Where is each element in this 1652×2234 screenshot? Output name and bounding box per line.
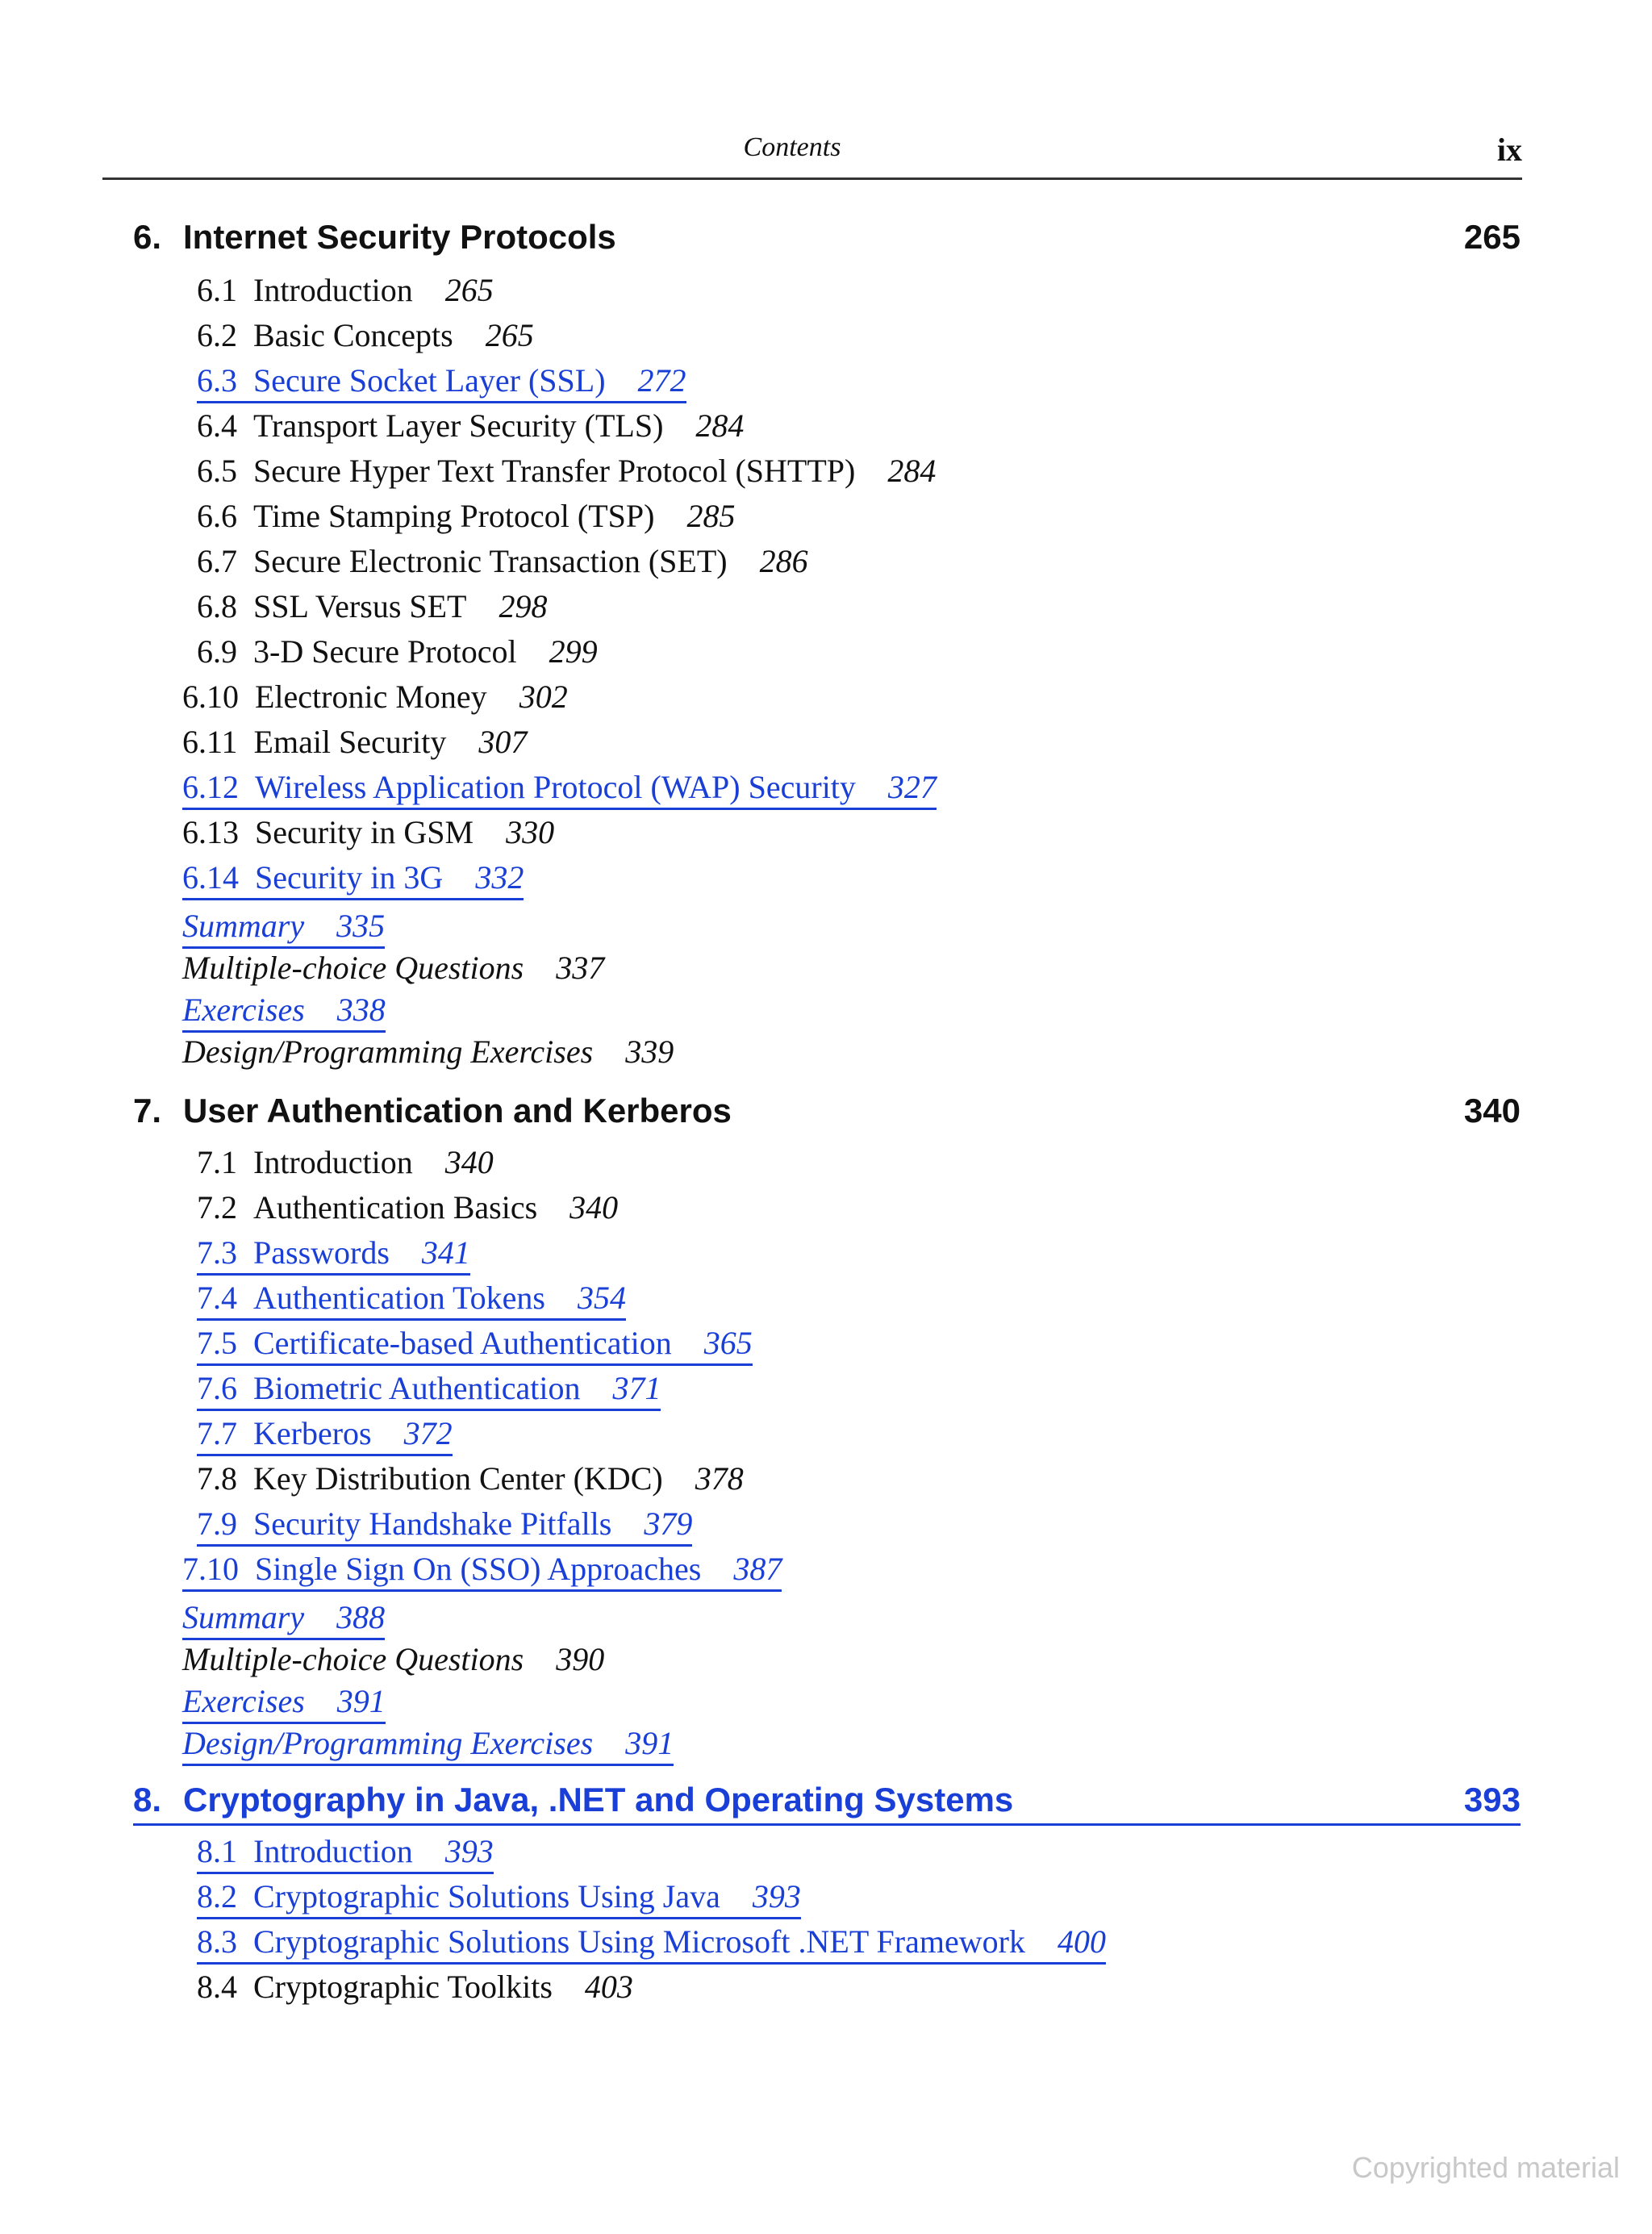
toc-entry bbox=[182, 812, 554, 853]
section-title: Cryptographic Solutions Using Java bbox=[253, 1878, 720, 1915]
section-title: Wireless Application Protocol (WAP) Security bbox=[255, 769, 856, 805]
section-page: 341 bbox=[421, 1234, 470, 1271]
extra-title: Exercises bbox=[182, 992, 305, 1028]
section-title: 3-D Secure Protocol bbox=[253, 633, 517, 670]
section-number: 8.4 bbox=[197, 1969, 237, 2005]
section-title: Passwords bbox=[253, 1234, 390, 1271]
section-number: 8.1 bbox=[197, 1833, 237, 1869]
section-number: 6.9 bbox=[197, 633, 237, 670]
chapter-title: User Authentication and Kerberos bbox=[183, 1092, 732, 1130]
section-page: 372 bbox=[403, 1415, 453, 1451]
section-page: 284 bbox=[887, 453, 937, 489]
toc-entry bbox=[197, 315, 534, 356]
section-page: 272 bbox=[637, 362, 686, 399]
extra-title: Summary bbox=[182, 908, 305, 944]
section-number: 8.2 bbox=[197, 1878, 237, 1915]
section-title: Basic Concepts bbox=[253, 317, 453, 353]
section-number: 7.5 bbox=[197, 1325, 237, 1361]
toc-entry[interactable] bbox=[197, 1233, 470, 1276]
toc-entry bbox=[197, 587, 548, 627]
toc-entry bbox=[182, 722, 527, 762]
section-number: 6.5 bbox=[197, 453, 237, 489]
section-title: SSL Versus SET bbox=[253, 588, 467, 624]
section-page: 285 bbox=[686, 498, 736, 534]
section-number: 6.4 bbox=[197, 407, 237, 444]
toc-extra-entry[interactable] bbox=[182, 1723, 674, 1766]
toc-entry[interactable] bbox=[197, 1278, 626, 1321]
section-title: Cryptographic Solutions Using Microsoft .NET Framework bbox=[253, 1923, 1025, 1960]
section-title: Electronic Money bbox=[255, 679, 487, 715]
section-title: Email Security bbox=[253, 724, 447, 760]
section-title: Introduction bbox=[253, 1833, 413, 1869]
toc-entry bbox=[197, 1459, 744, 1499]
section-number: 6.8 bbox=[197, 588, 237, 624]
toc-entry[interactable] bbox=[197, 361, 686, 403]
section-number: 8.3 bbox=[197, 1923, 237, 1960]
section-number: 6.11 bbox=[182, 724, 238, 760]
extra-page: 338 bbox=[336, 992, 386, 1028]
toc-extra-entry[interactable] bbox=[182, 1597, 385, 1640]
toc-entry bbox=[197, 632, 598, 672]
toc-entry[interactable] bbox=[197, 1831, 494, 1874]
toc-entry[interactable] bbox=[197, 1922, 1106, 1965]
section-number: 6.13 bbox=[182, 814, 239, 850]
extra-title: Exercises bbox=[182, 1683, 305, 1719]
chapter-title: Cryptography in Java, .NET and Operating Systems bbox=[183, 1781, 1014, 1819]
section-number: 6.6 bbox=[197, 498, 237, 534]
section-number: 7.7 bbox=[197, 1415, 237, 1451]
chapter-page: 340 bbox=[1463, 1092, 1521, 1130]
page-header bbox=[102, 129, 1522, 180]
section-title: Secure Hyper Text Transfer Protocol (SHTTP) bbox=[253, 453, 856, 489]
extra-page: 391 bbox=[336, 1683, 386, 1719]
section-page: 327 bbox=[887, 769, 937, 805]
toc-entry[interactable] bbox=[197, 1877, 801, 1919]
section-page: 393 bbox=[752, 1878, 801, 1915]
section-title: Biometric Authentication bbox=[253, 1370, 581, 1406]
section-title: Time Stamping Protocol (TSP) bbox=[253, 498, 655, 534]
section-number: 6.2 bbox=[197, 317, 237, 353]
section-page: 284 bbox=[695, 407, 745, 444]
section-title: Security Handshake Pitfalls bbox=[253, 1505, 612, 1542]
section-page: 403 bbox=[584, 1969, 633, 2005]
toc-entry[interactable] bbox=[197, 1323, 753, 1366]
extra-title: Summary bbox=[182, 1599, 305, 1635]
toc-extra-entry[interactable] bbox=[182, 906, 385, 949]
chapter-page: 265 bbox=[1463, 218, 1521, 256]
chapter-number: 8. bbox=[133, 1781, 162, 1819]
section-number: 6.14 bbox=[182, 859, 239, 896]
page-number: ix bbox=[1496, 132, 1522, 168]
extra-title: Multiple-choice Questions bbox=[182, 1641, 524, 1677]
toc-entry bbox=[197, 1967, 633, 2007]
chapter-number: 7. bbox=[133, 1092, 162, 1130]
copyright-watermark: Copyrighted material bbox=[1351, 2151, 1620, 2184]
section-page: 379 bbox=[644, 1505, 693, 1542]
toc-entry bbox=[197, 406, 744, 446]
toc-extra-entry bbox=[182, 948, 604, 988]
toc-entry bbox=[197, 451, 936, 491]
chapter-heading bbox=[133, 214, 1521, 261]
section-page: 340 bbox=[569, 1189, 619, 1226]
section-number: 7.9 bbox=[197, 1505, 237, 1542]
section-number: 7.8 bbox=[197, 1460, 237, 1497]
section-title: Authentication Basics bbox=[253, 1189, 538, 1226]
toc-entry[interactable] bbox=[182, 1549, 782, 1592]
section-number: 7.2 bbox=[197, 1189, 237, 1226]
section-page: 340 bbox=[444, 1144, 494, 1180]
section-page: 302 bbox=[519, 679, 568, 715]
toc-entry[interactable] bbox=[182, 767, 937, 810]
section-page: 286 bbox=[759, 543, 808, 579]
section-number: 6.7 bbox=[197, 543, 237, 579]
section-title: Secure Socket Layer (SSL) bbox=[253, 362, 606, 399]
extra-title: Multiple-choice Questions bbox=[182, 950, 524, 986]
extra-page: 391 bbox=[625, 1725, 674, 1761]
section-title: Introduction bbox=[253, 272, 413, 308]
section-number: 7.6 bbox=[197, 1370, 237, 1406]
section-title: Single Sign On (SSO) Approaches bbox=[255, 1551, 702, 1587]
toc-entry[interactable] bbox=[182, 858, 524, 900]
toc-entry[interactable] bbox=[197, 1413, 453, 1456]
toc-entry bbox=[197, 1188, 618, 1228]
extra-title: Design/Programming Exercises bbox=[182, 1725, 594, 1761]
toc-entry bbox=[197, 1142, 494, 1183]
section-page: 400 bbox=[1057, 1923, 1106, 1960]
section-title: Secure Electronic Transaction (SET) bbox=[253, 543, 728, 579]
running-title: Contents bbox=[743, 132, 841, 162]
section-title: Security in GSM bbox=[255, 814, 474, 850]
section-page: 354 bbox=[577, 1280, 626, 1316]
chapter-page: 393 bbox=[1463, 1781, 1521, 1819]
section-page: 371 bbox=[612, 1370, 661, 1406]
section-page: 387 bbox=[733, 1551, 782, 1587]
section-page: 307 bbox=[478, 724, 528, 760]
section-number: 7.1 bbox=[197, 1144, 237, 1180]
extra-page: 339 bbox=[625, 1033, 674, 1070]
section-page: 299 bbox=[549, 633, 598, 670]
section-title: Introduction bbox=[253, 1144, 413, 1180]
toc-extra-entry bbox=[182, 1639, 604, 1680]
section-number: 7.4 bbox=[197, 1280, 237, 1316]
extra-page: 335 bbox=[336, 908, 386, 944]
section-number: 6.3 bbox=[197, 362, 237, 399]
section-number: 6.10 bbox=[182, 679, 239, 715]
extra-title: Design/Programming Exercises bbox=[182, 1033, 594, 1070]
toc-entry bbox=[197, 541, 808, 582]
section-title: Transport Layer Security (TLS) bbox=[253, 407, 664, 444]
section-page: 378 bbox=[695, 1460, 744, 1497]
section-page: 298 bbox=[499, 588, 548, 624]
section-page: 365 bbox=[703, 1325, 753, 1361]
chapter-heading bbox=[133, 1088, 1521, 1134]
section-title: Kerberos bbox=[253, 1415, 372, 1451]
section-page: 265 bbox=[444, 272, 494, 308]
toc-entry bbox=[197, 496, 735, 537]
chapter-number: 6. bbox=[133, 218, 162, 256]
chapter-heading[interactable] bbox=[133, 1777, 1521, 1826]
section-title: Key Distribution Center (KDC) bbox=[253, 1460, 663, 1497]
section-number: 6.1 bbox=[197, 272, 237, 308]
toc-extra-entry bbox=[182, 1032, 674, 1072]
toc-extra-entry[interactable] bbox=[182, 990, 386, 1033]
chapter-title: Internet Security Protocols bbox=[183, 218, 616, 256]
section-page: 393 bbox=[444, 1833, 494, 1869]
section-title: Cryptographic Toolkits bbox=[253, 1969, 553, 2005]
toc-entry bbox=[197, 270, 494, 311]
section-number: 6.12 bbox=[182, 769, 239, 805]
section-title: Authentication Tokens bbox=[253, 1280, 545, 1316]
extra-page: 390 bbox=[556, 1641, 605, 1677]
section-page: 330 bbox=[506, 814, 555, 850]
section-page: 265 bbox=[485, 317, 534, 353]
extra-page: 337 bbox=[556, 950, 605, 986]
section-title: Security in 3G bbox=[255, 859, 444, 896]
extra-page: 388 bbox=[336, 1599, 386, 1635]
section-page: 332 bbox=[475, 859, 524, 896]
toc-entry[interactable] bbox=[197, 1368, 661, 1411]
toc-extra-entry[interactable] bbox=[182, 1681, 386, 1724]
section-title: Certificate-based Authentication bbox=[253, 1325, 672, 1361]
toc-entry bbox=[182, 677, 568, 717]
section-number: 7.3 bbox=[197, 1234, 237, 1271]
section-number: 7.10 bbox=[182, 1551, 239, 1587]
toc-entry[interactable] bbox=[197, 1504, 692, 1547]
